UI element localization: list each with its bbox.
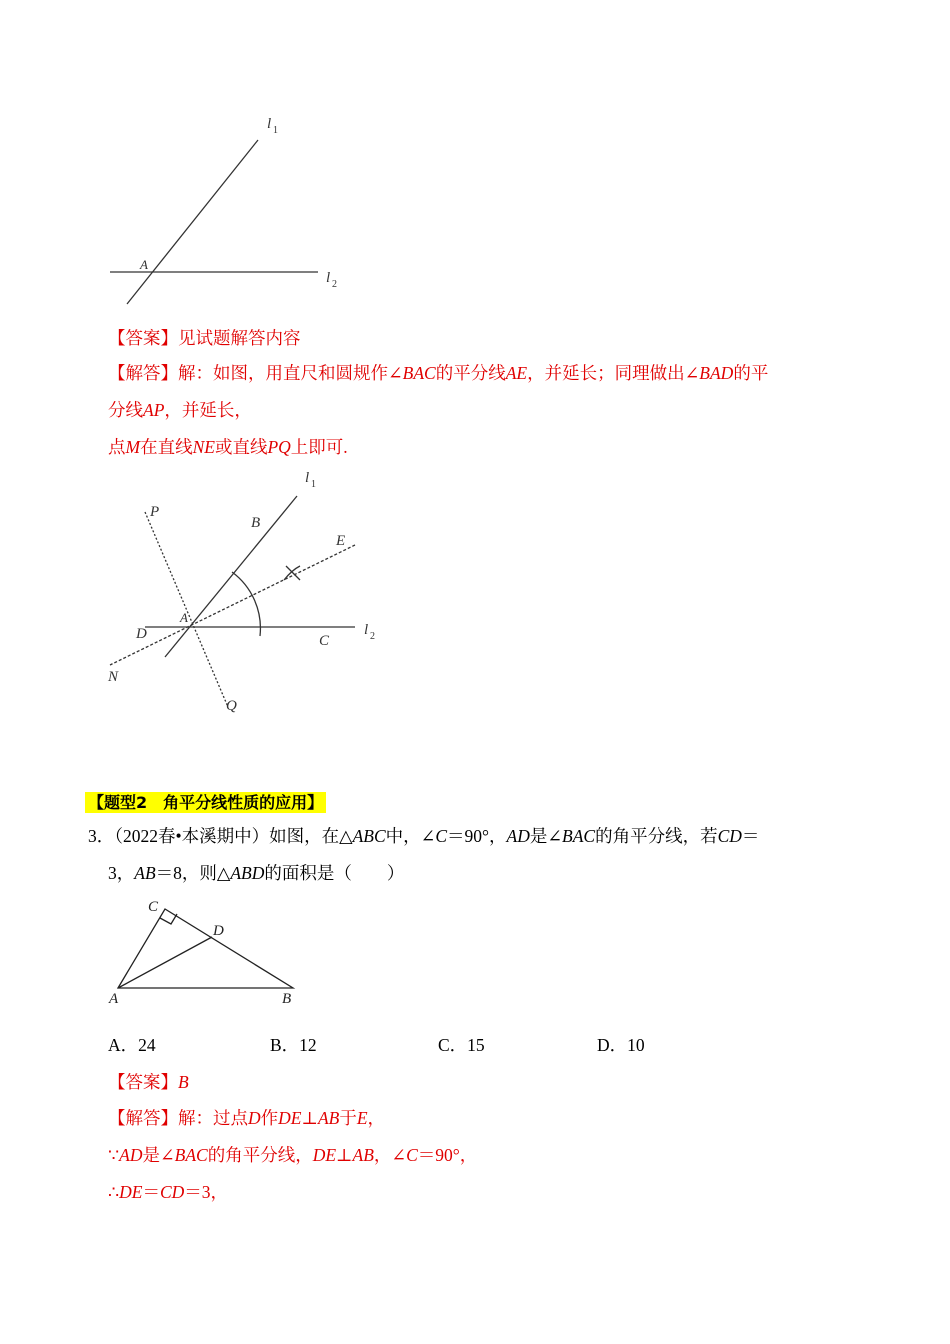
label-N: N (108, 669, 119, 685)
text-span: 2 (370, 631, 375, 642)
line-l1 (165, 496, 297, 657)
text-span: ＝8，则△ (155, 863, 231, 883)
text-span: 是∠ (142, 1145, 175, 1165)
label-l2: l (326, 270, 331, 286)
text-span: 是∠ (529, 826, 563, 846)
text-span: 分线 (108, 400, 143, 420)
text-span: 点 (108, 437, 126, 457)
label-C: C (148, 899, 159, 915)
cross-mark (284, 566, 300, 580)
text-span: AD (506, 826, 530, 846)
text-span: DE (119, 1182, 143, 1202)
text-span: ＝ (741, 826, 760, 846)
question-3-line-2 (108, 862, 404, 884)
solution-line-1 (108, 362, 768, 384)
text-span: AB (317, 1108, 340, 1128)
text-span: C (406, 1145, 418, 1165)
label-P: P (150, 504, 160, 520)
text-span: ABC (352, 826, 386, 846)
label-B: B (282, 991, 292, 1007)
label-l1: l (267, 116, 272, 132)
solution3-line-1 (108, 1107, 385, 1129)
text-span: M (125, 437, 141, 457)
text-span: 解：如图，用直尺和圆规作∠ (178, 363, 403, 383)
text-span: AP (143, 400, 165, 420)
solution-line-3 (108, 436, 348, 458)
text-span: BAD (699, 363, 734, 383)
figure-3 (118, 909, 293, 988)
text-span: 或直线 (214, 437, 268, 457)
option-d: D．10 (597, 1035, 645, 1055)
text-span: 【解答】 (108, 363, 178, 383)
text-span: 作 (260, 1108, 279, 1128)
text-span: ，∠ (373, 1145, 407, 1165)
text-span: AD (119, 1145, 143, 1165)
text-span: 在直线 (140, 437, 193, 457)
text-span: 见试题解答内容 (178, 328, 301, 348)
text-span: 的平分线 (435, 363, 506, 383)
text-span: AB (352, 1145, 374, 1165)
text-span: ⊥ (336, 1145, 353, 1165)
text-span: 3， (108, 863, 135, 883)
text-span: 【解答】 (108, 1108, 178, 1128)
option-a: A．24 (108, 1035, 156, 1055)
text-span: ⊥ (301, 1108, 318, 1128)
text-span: DE (278, 1108, 302, 1128)
text-span: 的面积是（ ） (264, 863, 405, 883)
text-span: 1 (273, 125, 278, 136)
solution-line-2 (108, 399, 252, 421)
answer-line-3 (108, 1071, 189, 1093)
label-l2: l (364, 622, 369, 638)
text-span: 于 (339, 1108, 357, 1128)
text-span: 1 (311, 479, 316, 490)
text-span: BAC (174, 1145, 208, 1165)
text-span: ABD (230, 863, 265, 883)
segment-AD (118, 937, 212, 988)
text-span: 的角平分线，若 (595, 826, 718, 846)
text-span: E (356, 1108, 368, 1128)
text-span: BAC (402, 363, 436, 383)
text-span: 解：过点 (178, 1108, 248, 1128)
text-span: AB (134, 863, 156, 883)
text-span: BAC (562, 826, 596, 846)
text-span: ＝ (142, 1182, 160, 1202)
label-Q: Q (226, 698, 237, 714)
text-span: 上即可. (290, 437, 348, 457)
text-span: 3．（2022春•本溪期中）如图，在△ (88, 826, 353, 846)
text-span: ∴ (108, 1182, 120, 1202)
solution3-line-2 (108, 1144, 477, 1166)
text-span: D (248, 1108, 261, 1128)
text-span: 的平 (733, 363, 769, 383)
text-span: CD (159, 1182, 185, 1202)
text-span: ＝3， (184, 1182, 229, 1202)
text-span: AE (505, 363, 528, 383)
text-span: ，并延长；同理做出∠ (527, 363, 700, 383)
triangle-ABC (118, 909, 293, 988)
text-span: 2 (332, 279, 337, 290)
text-span: 【题型2 角平分线性质的应用】 (85, 792, 326, 813)
label-A: A (180, 610, 188, 625)
text-span: ＝90°， (417, 1145, 478, 1165)
option-b: B．12 (270, 1035, 317, 1055)
text-span: CD (717, 826, 742, 846)
text-span: ， (367, 1108, 386, 1128)
answer-line-1 (108, 327, 301, 349)
text-span: PQ (267, 437, 291, 457)
label-A: A (140, 257, 148, 272)
solution3-line-3 (108, 1181, 228, 1203)
option-c: C．15 (438, 1035, 485, 1055)
text-span: B (178, 1072, 189, 1092)
figure-2 (110, 496, 355, 707)
text-span: 【答案】 (108, 1072, 178, 1092)
label-l1: l (305, 470, 310, 486)
section-header (85, 791, 326, 814)
text-span: NE (192, 437, 215, 457)
label-B: B (251, 515, 261, 531)
label-E: E (336, 533, 346, 549)
label-D: D (213, 923, 224, 939)
text-span: 【答案】 (108, 328, 178, 348)
label-A: A (109, 991, 119, 1007)
label-D: D (136, 626, 147, 642)
text-span: ∵ (108, 1145, 120, 1165)
text-span: ，并延长， (164, 400, 252, 420)
figure-1 (110, 140, 318, 304)
text-span: DE (312, 1145, 337, 1165)
line-l1 (127, 140, 258, 304)
text-span: ＝90°， (447, 826, 507, 846)
label-C: C (319, 633, 330, 649)
text-span: C (435, 826, 448, 846)
text-span: 中，∠ (385, 826, 436, 846)
question-3-line-1 (88, 825, 759, 847)
text-span: 的角平分线， (207, 1145, 313, 1165)
